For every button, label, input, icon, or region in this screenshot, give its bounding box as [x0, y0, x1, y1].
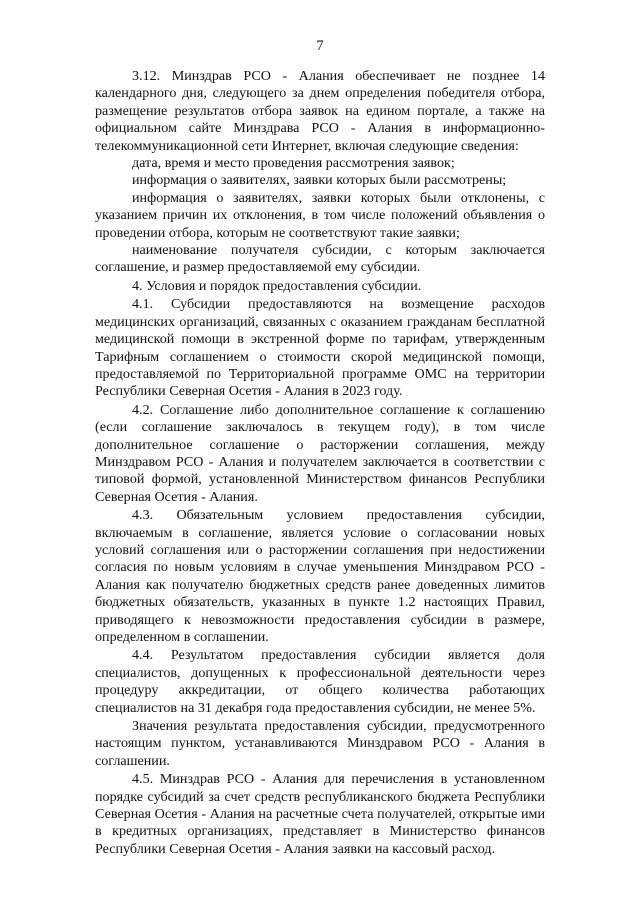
paragraph-4-5: 4.5. Минздрав РСО - Алания для перечисления в установленном порядке субсидий за счет средств республиканского бюджета Республики Северная Осетия - Алания на расчетные счета получателей, открытые ими в кредитных организациях, представляет в Министерство финансов Республики Северная Осетия - Алания заявки на кассовый расход.: [95, 771, 545, 857]
paragraph-3-12: 3.12. Минздрав РСО - Алания обеспечивает не позднее 14 календарного дня, следующего за днем определения победителя отбора, размещение результатов отбора заявок на едином портале, а также на официальном сайте Минздрава РСО - Алания в информационно-телекоммуникационной сети Интернет, включая следующие сведения:: [95, 68, 545, 154]
list-item: дата, время и место проведения рассмотрения заявок;: [132, 155, 455, 172]
paragraph-4-2: 4.2. Соглашение либо дополнительное соглашение к соглашению (если соглашение заключалось в текущем году), в том числе дополнительное соглашение о расторжении соглашения, между Минздравом РСО - Алания и получателем заключается в соответствии с типовой формой, установленной Министерством финансов Республики Северная Осетия - Алания.: [95, 401, 545, 505]
page-number: 7: [316, 38, 324, 54]
document-body: [95, 68, 545, 858]
list-item: информация о заявителях, заявки которых были рассмотрены;: [132, 172, 507, 189]
list-item: наименование получателя субсидии, с которым заключается соглашение, и размер предоставляемой ему субсидии.: [95, 242, 545, 276]
list-item: информация о заявителях, заявки которых были отклонены, с указанием причин их отклонения, в том числе положений объявления о проведении отбора, которым не соответствуют такие заявки;: [95, 189, 545, 241]
paragraph-4-1: 4.1. Субсидии предоставляются на возмещение расходов медицинских организаций, связанных с оказанием гражданам бесплатной медицинской помощи в экстренной форме по тарифам, утвержденным Тарифным соглашением о стоимости скорой медицинской помощи, предоставляемой по Территориальной программе ОМС на территории Республики Северная Осетия - Алания в 2023 году.: [95, 296, 545, 400]
paragraph-4-4: 4.4. Результатом предоставления субсидии является доля специалистов, допущенных к профессиональной деятельности через процедуру аккредитации, от общего количества работающих специалистов на 31 декабря года предоставления субсидии, не менее 5%.: [95, 647, 545, 716]
paragraph-4-3: 4.3. Обязательным условием предоставления субсидии, включаемым в соглашение, является условие о согласовании новых условий соглашения или о расторжении соглашения при недостижении согласия по новым условиям в случае уменьшения Минздравом РСО - Алания как получателю бюджетных средств ранее доведенных лимитов бюджетных обязательств, указанных в пункте 1.2 настоящих Правил, приводящего к невозможности предоставления субсидии в размере, определенном в соглашении.: [95, 507, 545, 645]
paragraph-4-4-result: Значения результата предоставления субсидии, предусмотренного настоящим пунктом, устанавливаются Минздравом РСО - Алания в соглашении.: [95, 718, 545, 769]
section-heading-4: 4. Условия и порядок предоставления субсидии.: [132, 277, 422, 294]
